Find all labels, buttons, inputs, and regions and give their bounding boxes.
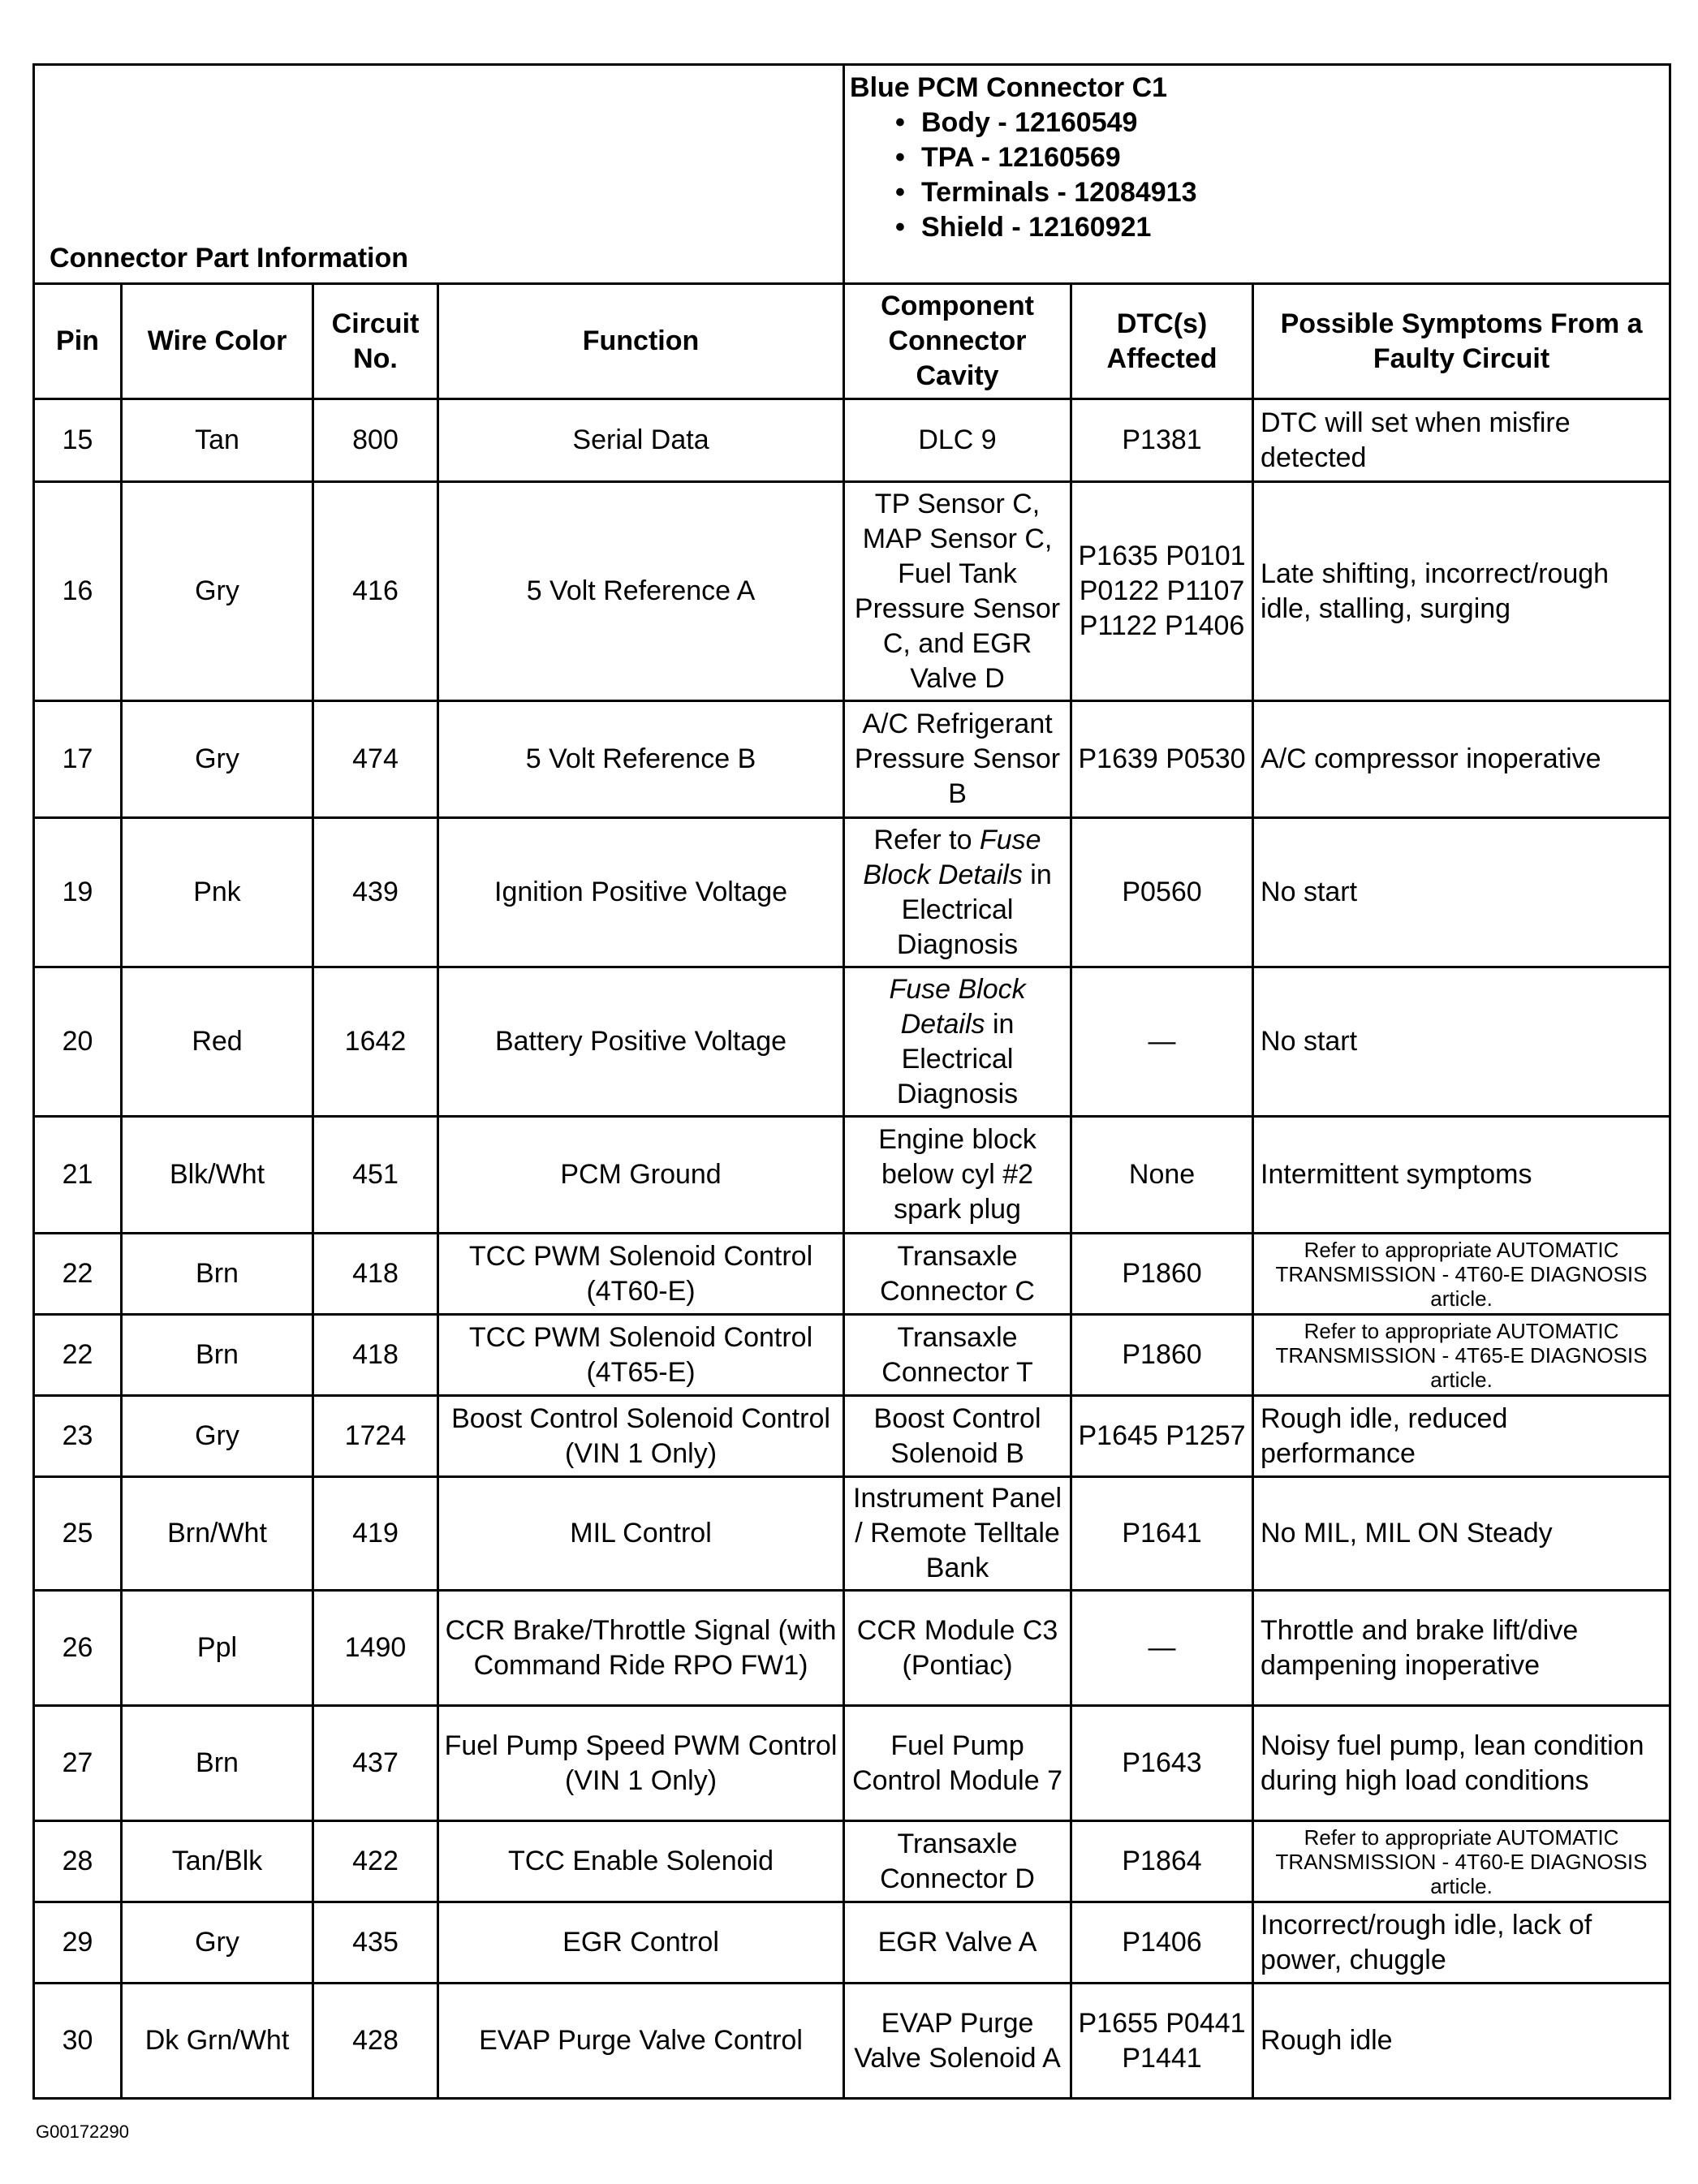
header-component: Component Connector Cavity [844, 284, 1071, 399]
table-row [34, 1234, 1670, 1315]
circuit: 437 [313, 1706, 438, 1821]
function: EVAP Purge Valve Control [438, 1984, 844, 2099]
component: CCR Module C3 (Pontiac) [844, 1591, 1071, 1706]
wire-color: Brn [122, 1315, 313, 1396]
symptoms: Noisy fuel pump, lean condition during high load conditions [1253, 1706, 1670, 1821]
pin: 15 [34, 399, 122, 482]
pin: 17 [34, 701, 122, 818]
table-row [34, 1706, 1670, 1821]
part-body: • Body - 12160549 [895, 106, 1669, 140]
wire-color: Brn/Wht [122, 1477, 313, 1591]
symptoms: Refer to appropriate AUTOMATIC TRANSMISSION - 4T60-E DIAGNOSIS article. [1253, 1821, 1670, 1902]
header-dtc: DTC(s) Affected [1071, 284, 1253, 399]
component [844, 967, 1071, 1117]
circuit: 474 [313, 701, 438, 818]
dtc: — [1071, 967, 1253, 1117]
dtc: — [1071, 1591, 1253, 1706]
symptoms: No start [1253, 818, 1670, 967]
table-row [34, 1477, 1670, 1591]
header-wire-color: Wire Color [122, 284, 313, 399]
circuit: 439 [313, 818, 438, 967]
table-row [34, 1984, 1670, 2099]
table-row [34, 818, 1670, 967]
component: Instrument Panel / Remote Telltale Bank [844, 1477, 1071, 1591]
function: Ignition Positive Voltage [438, 818, 844, 967]
circuit: 451 [313, 1117, 438, 1234]
circuit: 435 [313, 1902, 438, 1984]
header-function: Function [438, 284, 844, 399]
function: EGR Control [438, 1902, 844, 1984]
symptoms: Intermittent symptoms [1253, 1117, 1670, 1234]
component-italic: Fuse Block Details [889, 973, 1026, 1040]
circuit: 416 [313, 482, 438, 701]
part-terminals: • Terminals - 12084913 [895, 175, 1669, 210]
pin: 29 [34, 1902, 122, 1984]
function: 5 Volt Reference B [438, 701, 844, 818]
figure-id: G00172290 [36, 2122, 129, 2142]
pin: 19 [34, 818, 122, 967]
dtc: P1860 [1071, 1315, 1253, 1396]
pin: 22 [34, 1315, 122, 1396]
connector-part-list [850, 106, 1669, 245]
component: A/C Refrigerant Pressure Sensor B [844, 701, 1071, 818]
table-row [34, 967, 1670, 1117]
component: Transaxle Connector T [844, 1315, 1071, 1396]
connector-title: Blue PCM Connector C1 [850, 72, 1168, 103]
component: Transaxle Connector C [844, 1234, 1071, 1315]
wire-color: Pnk [122, 818, 313, 967]
symptoms: Throttle and brake lift/dive dampening inoperative [1253, 1591, 1670, 1706]
component: EVAP Purge Valve Solenoid A [844, 1984, 1071, 2099]
dtc: P1643 [1071, 1706, 1253, 1821]
dtc: None [1071, 1117, 1253, 1234]
table-row [34, 701, 1670, 818]
component-text: Refer to [873, 824, 980, 855]
function: TCC PWM Solenoid Control (4T65-E) [438, 1315, 844, 1396]
component [844, 818, 1071, 967]
dtc: P1406 [1071, 1902, 1253, 1984]
pin: 21 [34, 1117, 122, 1234]
symptoms: Rough idle [1253, 1984, 1670, 2099]
symptoms: A/C compressor inoperative [1253, 701, 1670, 818]
circuit: 418 [313, 1234, 438, 1315]
component: Fuel Pump Control Module 7 [844, 1706, 1071, 1821]
part-shield: • Shield - 12160921 [895, 210, 1669, 245]
connector-table [32, 63, 1671, 2100]
function: Serial Data [438, 399, 844, 482]
pin: 25 [34, 1477, 122, 1591]
table-row [34, 1591, 1670, 1706]
pin: 27 [34, 1706, 122, 1821]
dtc: P1864 [1071, 1821, 1253, 1902]
pin: 16 [34, 482, 122, 701]
pin: 20 [34, 967, 122, 1117]
wire-color: Gry [122, 1902, 313, 1984]
symptoms: No MIL, MIL ON Steady [1253, 1477, 1670, 1591]
component: Transaxle Connector D [844, 1821, 1071, 1902]
symptoms: No start [1253, 967, 1670, 1117]
dtc: P1381 [1071, 399, 1253, 482]
wire-color: Brn [122, 1706, 313, 1821]
symptoms: Late shifting, incorrect/rough idle, stalling, surging [1253, 482, 1670, 701]
circuit: 1490 [313, 1591, 438, 1706]
dtc: P0560 [1071, 818, 1253, 967]
function: Battery Positive Voltage [438, 967, 844, 1117]
function: CCR Brake/Throttle Signal (with Command Ride RPO FW1) [438, 1591, 844, 1706]
component-text: in Electrical Diagnosis [896, 1008, 1019, 1109]
dtc: P1639 P0530 [1071, 701, 1253, 818]
function: Fuel Pump Speed PWM Control (VIN 1 Only) [438, 1706, 844, 1821]
connector-part-info-label: Connector Part Information [34, 65, 844, 284]
function: TCC PWM Solenoid Control (4T60-E) [438, 1234, 844, 1315]
dtc: P1641 [1071, 1477, 1253, 1591]
component-italic: Fuse Block Details [863, 824, 1041, 890]
circuit: 419 [313, 1477, 438, 1591]
function: TCC Enable Solenoid [438, 1821, 844, 1902]
dtc: P1860 [1071, 1234, 1253, 1315]
component: TP Sensor C, MAP Sensor C, Fuel Tank Pressure Sensor C, and EGR Valve D [844, 482, 1071, 701]
connector-info-row [34, 65, 1670, 284]
circuit: 800 [313, 399, 438, 482]
dtc: P1635 P0101 P0122 P1107 P1122 P1406 [1071, 482, 1253, 701]
table-row [34, 1117, 1670, 1234]
wire-color: Ppl [122, 1591, 313, 1706]
header-symptoms: Possible Symptoms From a Faulty Circuit [1253, 284, 1670, 399]
symptoms: Incorrect/rough idle, lack of power, chuggle [1253, 1902, 1670, 1984]
table-row [34, 1821, 1670, 1902]
wire-color: Gry [122, 482, 313, 701]
function: Boost Control Solenoid Control (VIN 1 Only) [438, 1396, 844, 1477]
pin: 26 [34, 1591, 122, 1706]
circuit: 422 [313, 1821, 438, 1902]
component: Boost Control Solenoid B [844, 1396, 1071, 1477]
component: DLC 9 [844, 399, 1071, 482]
component: Engine block below cyl #2 spark plug [844, 1117, 1071, 1234]
table-row [34, 1315, 1670, 1396]
wire-color: Red [122, 967, 313, 1117]
wire-color: Brn [122, 1234, 313, 1315]
symptoms: Rough idle, reduced performance [1253, 1396, 1670, 1477]
wire-color: Dk Grn/Wht [122, 1984, 313, 2099]
symptoms: DTC will set when misfire detected [1253, 399, 1670, 482]
wire-color: Gry [122, 1396, 313, 1477]
table-row [34, 482, 1670, 701]
circuit: 1642 [313, 967, 438, 1117]
header-circuit: Circuit No. [313, 284, 438, 399]
dtc: P1655 P0441 P1441 [1071, 1984, 1253, 2099]
circuit: 1724 [313, 1396, 438, 1477]
circuit: 428 [313, 1984, 438, 2099]
pin: 22 [34, 1234, 122, 1315]
table-row [34, 1902, 1670, 1984]
wire-color: Tan [122, 399, 313, 482]
function: PCM Ground [438, 1117, 844, 1234]
pin: 30 [34, 1984, 122, 2099]
connector-info [844, 65, 1670, 284]
table-row [34, 399, 1670, 482]
pin: 23 [34, 1396, 122, 1477]
header-pin: Pin [34, 284, 122, 399]
pin: 28 [34, 1821, 122, 1902]
component: EGR Valve A [844, 1902, 1071, 1984]
function: MIL Control [438, 1477, 844, 1591]
wire-color: Tan/Blk [122, 1821, 313, 1902]
component-text: in Electrical Diagnosis [896, 859, 1052, 960]
function: 5 Volt Reference A [438, 482, 844, 701]
wire-color: Gry [122, 701, 313, 818]
wire-color: Blk/Wht [122, 1117, 313, 1234]
part-tpa: • TPA - 12160569 [895, 140, 1669, 175]
symptoms: Refer to appropriate AUTOMATIC TRANSMISSION - 4T60-E DIAGNOSIS article. [1253, 1234, 1670, 1315]
symptoms: Refer to appropriate AUTOMATIC TRANSMISSION - 4T65-E DIAGNOSIS article. [1253, 1315, 1670, 1396]
dtc: P1645 P1257 [1071, 1396, 1253, 1477]
header-row [34, 284, 1670, 399]
circuit: 418 [313, 1315, 438, 1396]
table-row [34, 1396, 1670, 1477]
